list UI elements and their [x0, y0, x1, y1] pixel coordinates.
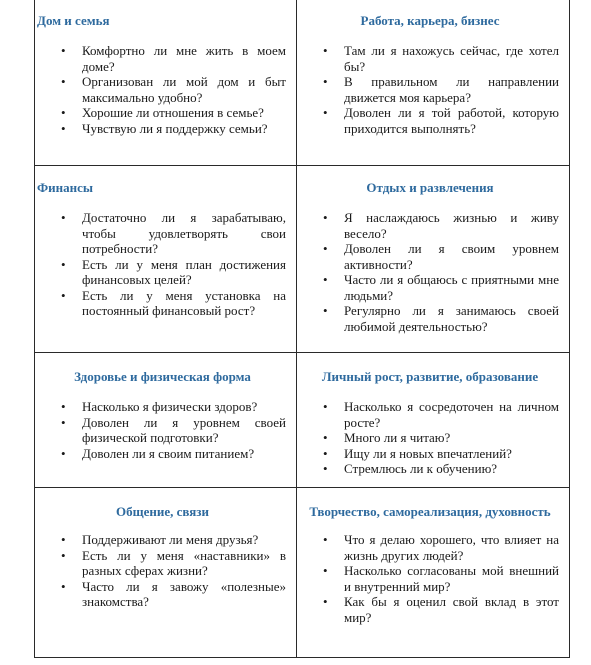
list-item: • Есть ли у меня план достижения финансовых целей?	[61, 256, 286, 287]
bullet-icon: •	[61, 414, 66, 430]
bullet-icon: •	[323, 303, 328, 318]
question-list	[35, 43, 290, 136]
question-list	[297, 399, 563, 477]
cell-title: Финансы	[37, 180, 94, 195]
list-item: • В правильном ли направлении движется моя карьера?	[323, 74, 559, 105]
cell-health-fitness	[34, 353, 297, 488]
list-item: • Чувствую ли я поддержку семьи?	[61, 120, 268, 136]
list-item: • Насколько я сосредоточен на личном росте?	[323, 399, 559, 430]
list-item: • Хорошие ли отношения в семье?	[61, 105, 264, 120]
bullet-icon: •	[323, 43, 328, 58]
bullet-icon: •	[323, 594, 328, 609]
cell-personal-growth	[297, 353, 570, 488]
list-item: • Поддерживают ли меня друзья?	[61, 532, 259, 547]
bullet-icon: •	[61, 105, 66, 120]
list-item: • Ищу ли я новых впечатлений?	[323, 445, 512, 461]
life-areas-table	[34, 0, 570, 658]
bullet-icon: •	[61, 74, 66, 89]
bullet-icon: •	[61, 547, 66, 563]
cell-title: Здоровье и физическая форма	[74, 369, 251, 384]
bullet-icon: •	[61, 256, 66, 272]
list-item: • Доволен ли я своим уровнем активности?	[323, 241, 559, 272]
cell-home-family	[34, 0, 297, 166]
bullet-icon: •	[323, 105, 328, 120]
bullet-icon: •	[323, 74, 328, 89]
cell-title: Дом и семья	[37, 13, 110, 28]
bullet-icon: •	[323, 210, 328, 225]
cell-work-career	[297, 0, 570, 166]
cell-title: Творчество, самореализация, духовность	[309, 504, 551, 519]
list-item: • Достаточно ли я зарабатываю, чтобы удовлетворять свои потребности?	[61, 210, 286, 256]
bullet-icon: •	[61, 210, 66, 225]
bullet-icon: •	[323, 445, 328, 461]
list-item: • Доволен ли я той работой, которую приходится выполнять?	[323, 105, 559, 136]
list-item: • Стремлюсь ли к обучению?	[323, 461, 498, 476]
bullet-icon: •	[323, 272, 328, 287]
list-item: • Комфортно ли мне жить в моем доме?	[61, 43, 286, 74]
list-item: • Регулярно ли я занимаюсь своей любимой деятельностью?	[323, 303, 559, 334]
bullet-icon: •	[323, 430, 328, 445]
question-list	[297, 210, 563, 334]
list-item: • Часто ли я завожу «полезные» знакомства?	[61, 578, 286, 609]
cell-title: Отдых и развлечения	[366, 180, 494, 195]
list-item: • Много ли я читаю?	[323, 430, 451, 445]
bullet-icon: •	[61, 445, 66, 461]
bullet-icon: •	[61, 43, 66, 58]
bullet-icon: •	[323, 461, 328, 476]
list-item: • Там ли я нахожусь сейчас, где хотел бы?	[323, 43, 559, 74]
list-item: • Есть ли у меня установка на постоянный финансовый рост?	[61, 287, 286, 318]
bullet-icon: •	[323, 399, 328, 414]
cell-communication	[34, 488, 297, 658]
bullet-icon: •	[323, 241, 328, 256]
list-item: • Насколько я физически здоров?	[61, 399, 258, 414]
bullet-icon: •	[61, 120, 66, 136]
bullet-icon: •	[61, 532, 66, 547]
list-item: • Доволен ли я уровнем своей физической подготовки?	[61, 414, 286, 445]
list-item: • Как бы я оценил свой вклад в этот мир?	[323, 594, 559, 625]
bullet-icon: •	[61, 399, 66, 414]
bullet-icon: •	[61, 578, 66, 594]
question-list	[35, 210, 290, 319]
bullet-icon: •	[61, 287, 66, 303]
question-list	[297, 532, 563, 625]
list-item: • Насколько согласованы мой внешний и внутренний мир?	[323, 563, 559, 594]
list-item: • Что я делаю хорошего, что влияет на жизнь других людей?	[323, 532, 559, 563]
list-item: • Я наслаждаюсь жизнью и живу весело?	[323, 210, 559, 241]
bullet-icon: •	[323, 532, 328, 547]
cell-finance	[34, 166, 297, 353]
cell-title: Работа, карьера, бизнес	[360, 13, 500, 28]
cell-title: Общение, связи	[116, 504, 209, 519]
bullet-icon: •	[323, 563, 328, 578]
cell-title: Личный рост, развитие, образование	[321, 369, 539, 384]
question-list	[35, 399, 290, 461]
list-item: • Организован ли мой дом и быт максимально удобно?	[61, 74, 286, 105]
cell-leisure	[297, 166, 570, 353]
list-item: • Есть ли у меня «наставники» в разных сферах жизни?	[61, 547, 286, 578]
cell-creativity	[297, 488, 570, 658]
question-list	[35, 532, 290, 610]
list-item: • Доволен ли я своим питанием?	[61, 445, 255, 461]
list-item: • Часто ли я общаюсь с приятными мне людьми?	[323, 272, 559, 303]
question-list	[297, 43, 563, 136]
